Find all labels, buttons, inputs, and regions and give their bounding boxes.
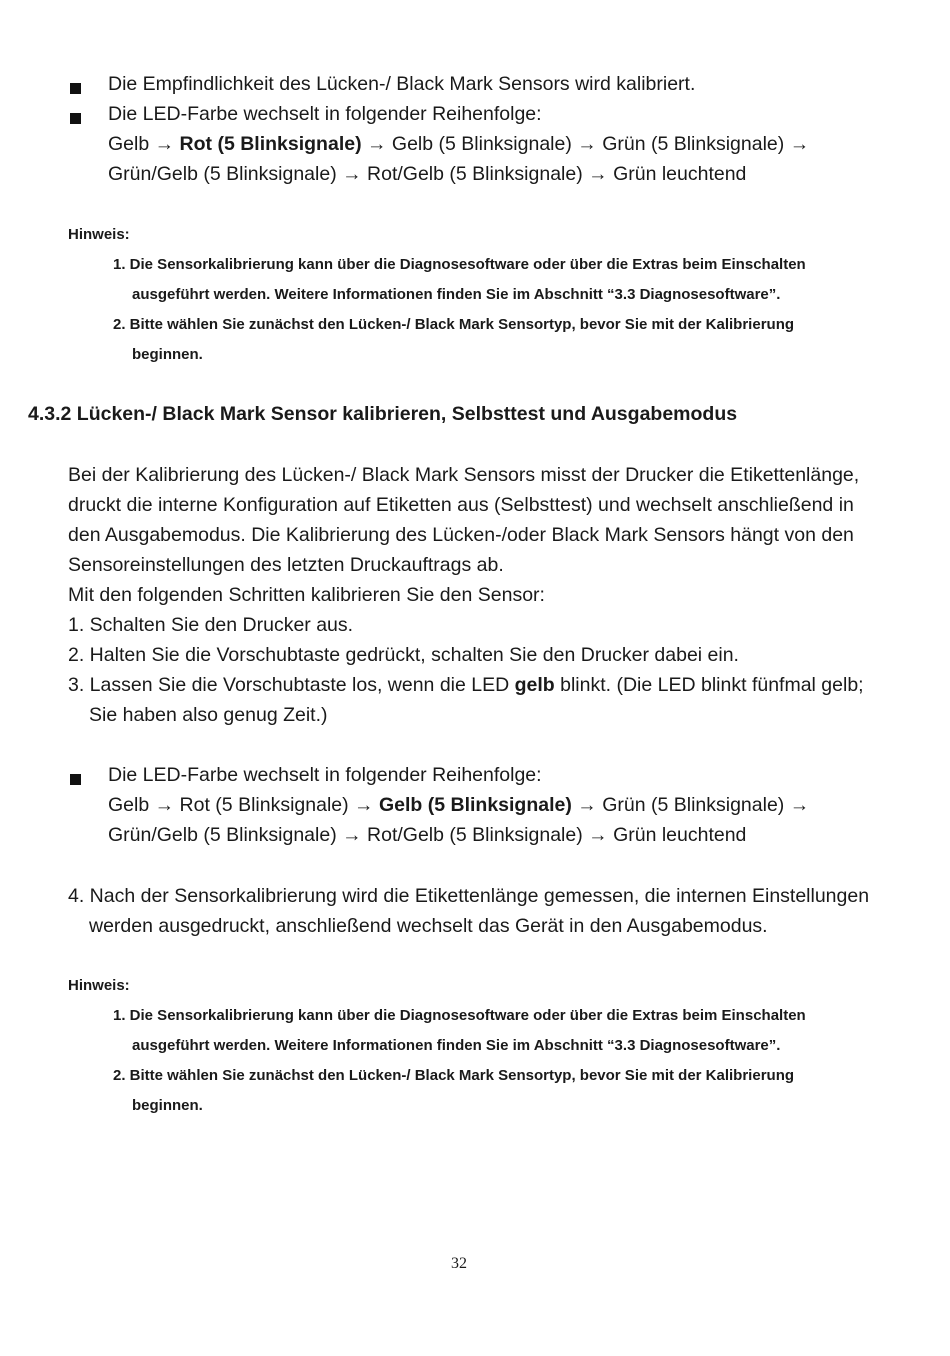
arrow-right-icon: → [577,794,597,816]
arrow-right-icon: → [789,133,810,155]
section-heading: 4.3.2 Lücken-/ Black Mark Sensor kalibrieren, Selbsttest und Ausgabemodus [28,403,738,425]
page-number: 32 [451,1255,467,1272]
note-title: Hinweis: [68,226,130,243]
arrow-right-icon: → [367,133,387,155]
note-item-1: 1. Die Sensorkalibrierung kann über die Diagnosesoftware oder über die Extras beim Einschalten [113,256,806,273]
led-sequence-line-2: Grün/Gelb (5 Blinksignale) → Rot/Gelb (5 Blinksignale) → Grün leuchtend [108,163,747,185]
bullet-icon [70,111,81,129]
step-1: 1. Schalten Sie den Drucker aus. [68,614,354,636]
step-4-cont: werden ausgedruckt, anschließend wechselt das Gerät in den Ausgabemodus. [89,915,768,937]
note-item-1: 1. Die Sensorkalibrierung kann über die Diagnosesoftware oder über die Extras beim Einschalten [113,1007,806,1024]
paragraph-line: Sensoreinstellungen des letzten Druckauftrags ab. [68,554,504,576]
step-4: 4. Nach der Sensorkalibrierung wird die Etikettenlänge gemessen, die internen Einstellungen [68,885,870,907]
note-item-2-cont: beginnen. [132,1097,203,1114]
bullet-text-led-sequence: Die LED-Farbe wechselt in folgender Reihenfolge: [108,103,542,125]
arrow-right-icon: → [588,163,608,185]
paragraph-intro: Mit den folgenden Schritten kalibrieren Sie den Sensor: [68,584,545,606]
paragraph-line: druckt die interne Konfiguration auf Etiketten aus (Selbsttest) und wechselt anschließend in [68,494,854,516]
paragraph-line: Bei der Kalibrierung des Lücken-/ Black Mark Sensors misst der Drucker die Etikettenlänge, [68,464,860,486]
step-3: 3. Lassen Sie die Vorschubtaste los, wenn die LED gelb blinkt. (Die LED blinkt fünfmal gelb; [68,674,864,696]
paragraph-line: den Ausgabemodus. Die Kalibrierung des Lücken-/oder Black Mark Sensors hängt von den [68,524,854,546]
arrow-right-icon: → [588,824,608,846]
arrow-right-icon: → [154,133,175,155]
arrow-right-icon: → [354,794,374,816]
arrow-right-icon: → [789,794,810,816]
note-item-2-cont: beginnen. [132,346,203,363]
note-item-2: 2. Bitte wählen Sie zunächst den Lücken-/ Black Mark Sensortyp, bevor Sie mit der Kalibrierung [113,1067,795,1084]
bullet-text-led-sequence: Die LED-Farbe wechselt in folgender Reihenfolge: [108,764,542,786]
note-item-1-cont: ausgeführt werden. Weitere Informationen finden Sie im Abschnitt “3.3 Diagnosesoftware”. [132,286,781,303]
led-sequence-line-2: Grün/Gelb (5 Blinksignale) → Rot/Gelb (5 Blinksignale) → Grün leuchtend [108,824,747,846]
arrow-right-icon: → [342,163,362,185]
note-item-2: 2. Bitte wählen Sie zunächst den Lücken-/ Black Mark Sensortyp, bevor Sie mit der Kalibrierung [113,316,795,333]
led-sequence-line-1: Gelb → Rot (5 Blinksignale) → Gelb (5 Blinksignale) → Grün (5 Blinksignale) → [108,133,810,155]
note-title: Hinweis: [68,977,130,994]
note-item-1-cont: ausgeführt werden. Weitere Informationen finden Sie im Abschnitt “3.3 Diagnosesoftware”. [132,1037,781,1054]
bullet-icon [70,772,81,790]
bullet-text-sensitivity: Die Empfindlichkeit des Lücken-/ Black Mark Sensors wird kalibriert. [108,73,696,95]
step-2: 2. Halten Sie die Vorschubtaste gedrückt, schalten Sie den Drucker dabei ein. [68,644,739,666]
arrow-right-icon: → [342,824,362,846]
arrow-right-icon: → [577,133,597,155]
bullet-icon [70,81,81,99]
arrow-right-icon: → [154,794,175,816]
led-sequence-line-1: Gelb → Rot (5 Blinksignale) → Gelb (5 Blinksignale) → Grün (5 Blinksignale) → [108,794,810,816]
step-3-cont: Sie haben also genug Zeit.) [89,704,328,726]
